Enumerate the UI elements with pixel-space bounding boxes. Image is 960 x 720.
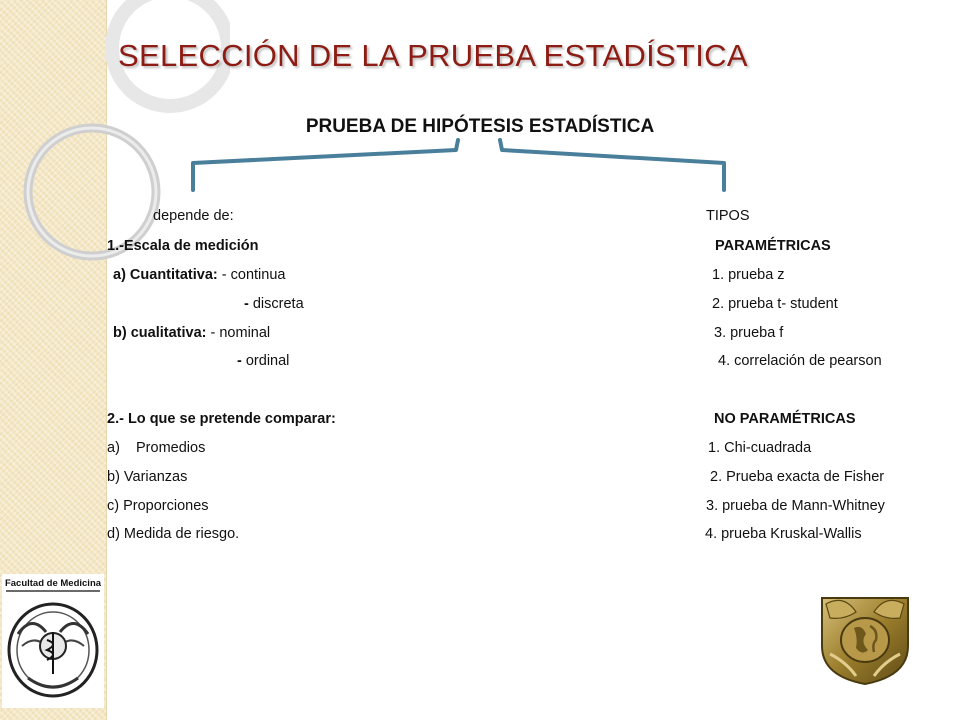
nonparametric-item: 3. prueba de Mann-Whitney <box>706 498 885 514</box>
parametric-item: 2. prueba t- student <box>712 296 838 312</box>
qualitative-nominal: - nominal <box>210 325 271 341</box>
slide-title: SELECCIÓN DE LA PRUEBA ESTADÍSTICA <box>118 38 748 73</box>
parametric-item: 1. prueba z <box>712 267 785 283</box>
nonparametric-item: 2. Prueba exacta de Fisher <box>710 469 885 485</box>
parametric-heading: PARAMÉTRICAS <box>715 238 831 254</box>
quantitative-continuous: - continua <box>221 267 286 283</box>
compare-heading: 2.- Lo que se pretende comparar: <box>107 411 336 427</box>
qualitative-ordinal-dash: - <box>237 353 246 369</box>
qualitative-row <box>113 325 270 341</box>
quantitative-discrete-row <box>244 296 304 312</box>
faculty-of-medicine-logo <box>2 574 104 708</box>
compare-item: c) Proporciones <box>107 498 209 514</box>
quantitative-label: a) Cuantitativa: <box>113 267 218 283</box>
logo-caption: Facultad de Medicina <box>4 578 102 589</box>
compare-item: a) Promedios <box>107 440 206 456</box>
quantitative-discrete-dash: - <box>244 296 253 312</box>
nonparametric-item: 1. Chi-cuadrada <box>708 440 812 456</box>
quantitative-discrete: discreta <box>252 296 304 312</box>
bracket-right-arm <box>500 140 724 190</box>
quantitative-row <box>113 267 285 283</box>
types-heading: TIPOS <box>706 208 750 224</box>
parametric-item: 3. prueba f <box>714 325 784 341</box>
slide-subtitle: PRUEBA DE HIPÓTESIS ESTADÍSTICA <box>305 116 655 137</box>
bracket-left-arm <box>193 140 458 190</box>
qualitative-ordinal: ordinal <box>245 353 290 369</box>
scale-heading: 1.-Escala de medición <box>107 238 259 254</box>
left-intro: depende de: <box>153 208 234 224</box>
qualitative-ordinal-row <box>237 353 289 369</box>
compare-item: d) Medida de riesgo. <box>107 526 240 542</box>
parametric-item: 4. correlación de pearson <box>718 353 882 369</box>
bracket-connector <box>0 0 960 220</box>
nonparametric-item: 4. prueba Kruskal-Wallis <box>705 526 862 542</box>
nonparametric-heading: NO PARAMÉTRICAS <box>714 411 856 427</box>
qualitative-label: b) cualitativa: <box>113 325 207 341</box>
compare-item: b) Varianzas <box>107 469 188 485</box>
university-crest-logo <box>816 590 914 686</box>
